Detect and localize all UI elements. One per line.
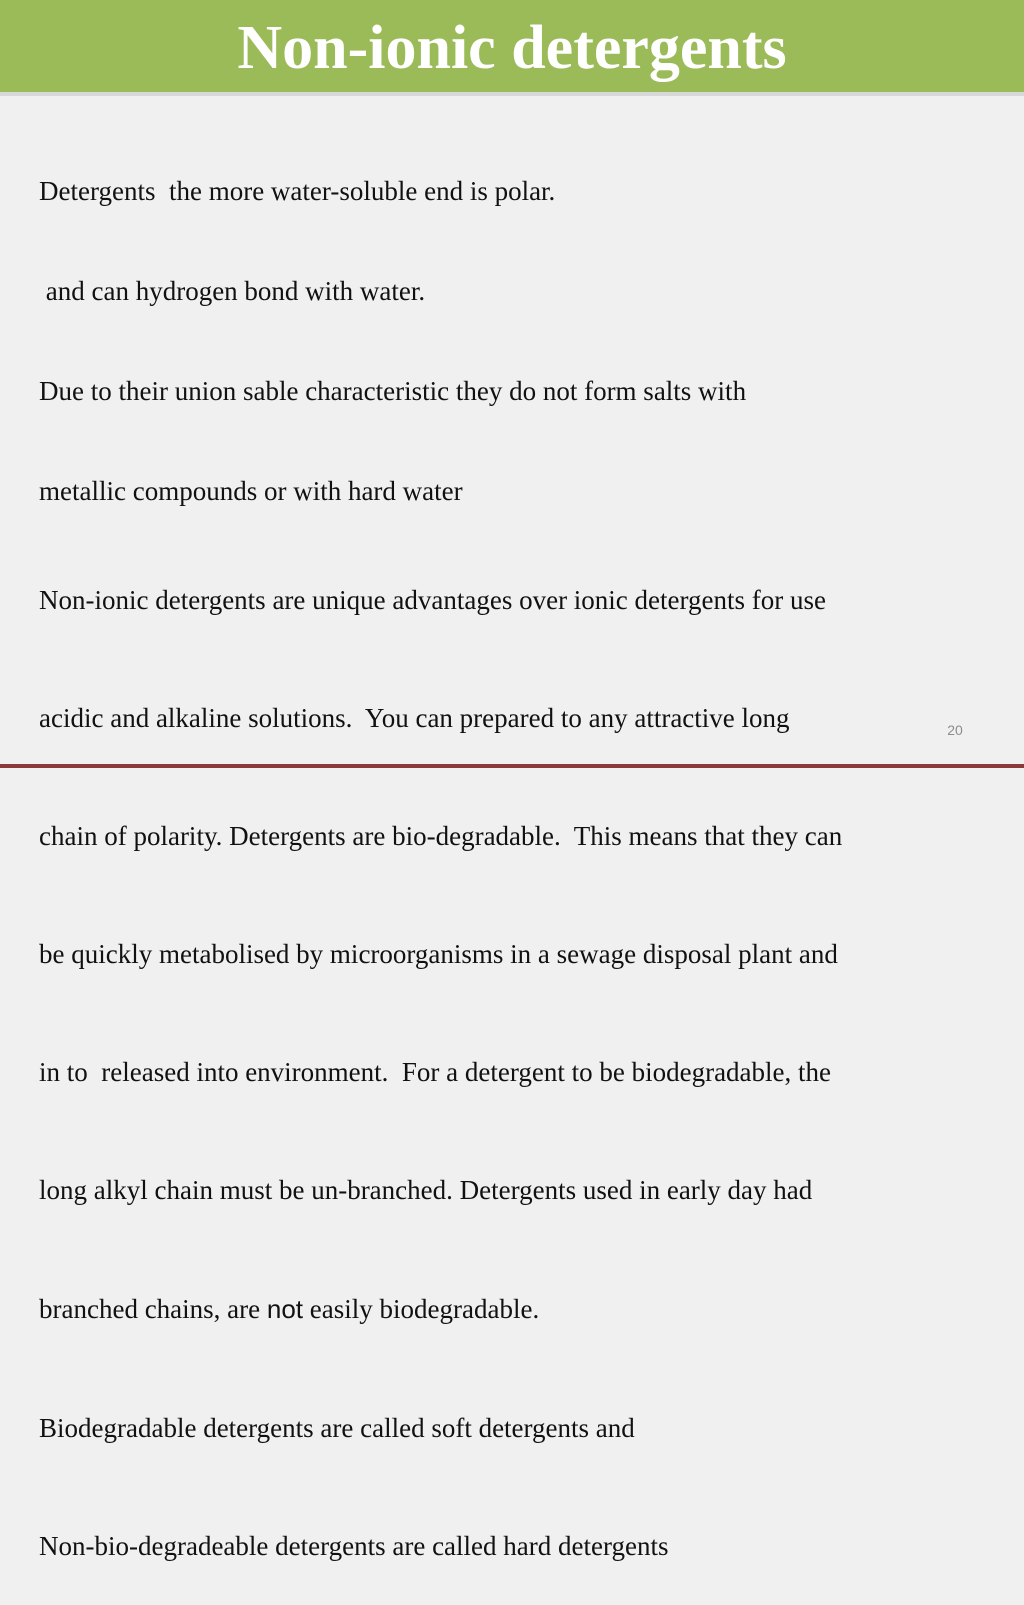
body-line: in to released into environment. For a detergent to be biodegradable, the: [39, 1057, 832, 1087]
body-line: metallic compounds or with hard water: [39, 476, 463, 506]
body-line: chain of polarity. Detergents are bio-degradable. This means that they can: [39, 821, 843, 851]
body-line: acidic and alkaline solutions. You can prepared to any attractive long: [39, 703, 790, 733]
title-bar: [0, 0, 1024, 96]
body-line: long alkyl chain must be un-branched. Detergents used in early day had: [39, 1175, 813, 1205]
bottom-divider: [0, 764, 1024, 768]
body-line: Detergents the more water-soluble end is polar.: [39, 176, 556, 206]
slide-title: Non-ionic detergents: [237, 14, 787, 82]
body-line: Non-bio-degradeable detergents are called hard detergents: [39, 1531, 669, 1561]
body-line: Non-ionic detergents are unique advantages over ionic detergents for use: [39, 585, 826, 615]
body-line-part: easily biodegradable.: [303, 1294, 540, 1324]
emphasis-word: not: [266, 1294, 304, 1324]
body-line: be quickly metabolised by microorganisms in a sewage disposal plant and: [39, 939, 838, 969]
slide-number: 20: [947, 722, 963, 738]
body-line: and can hydrogen bond with water.: [39, 276, 426, 306]
body-line: Biodegradable detergents are called soft detergents and: [39, 1413, 635, 1443]
slide-body: [39, 110, 999, 1605]
body-line-emphasis: [39, 1280, 999, 1338]
body-line-part: branched chains, are: [39, 1294, 267, 1324]
body-line: Due to their union sable characteristic they do not form salts with: [39, 376, 747, 406]
